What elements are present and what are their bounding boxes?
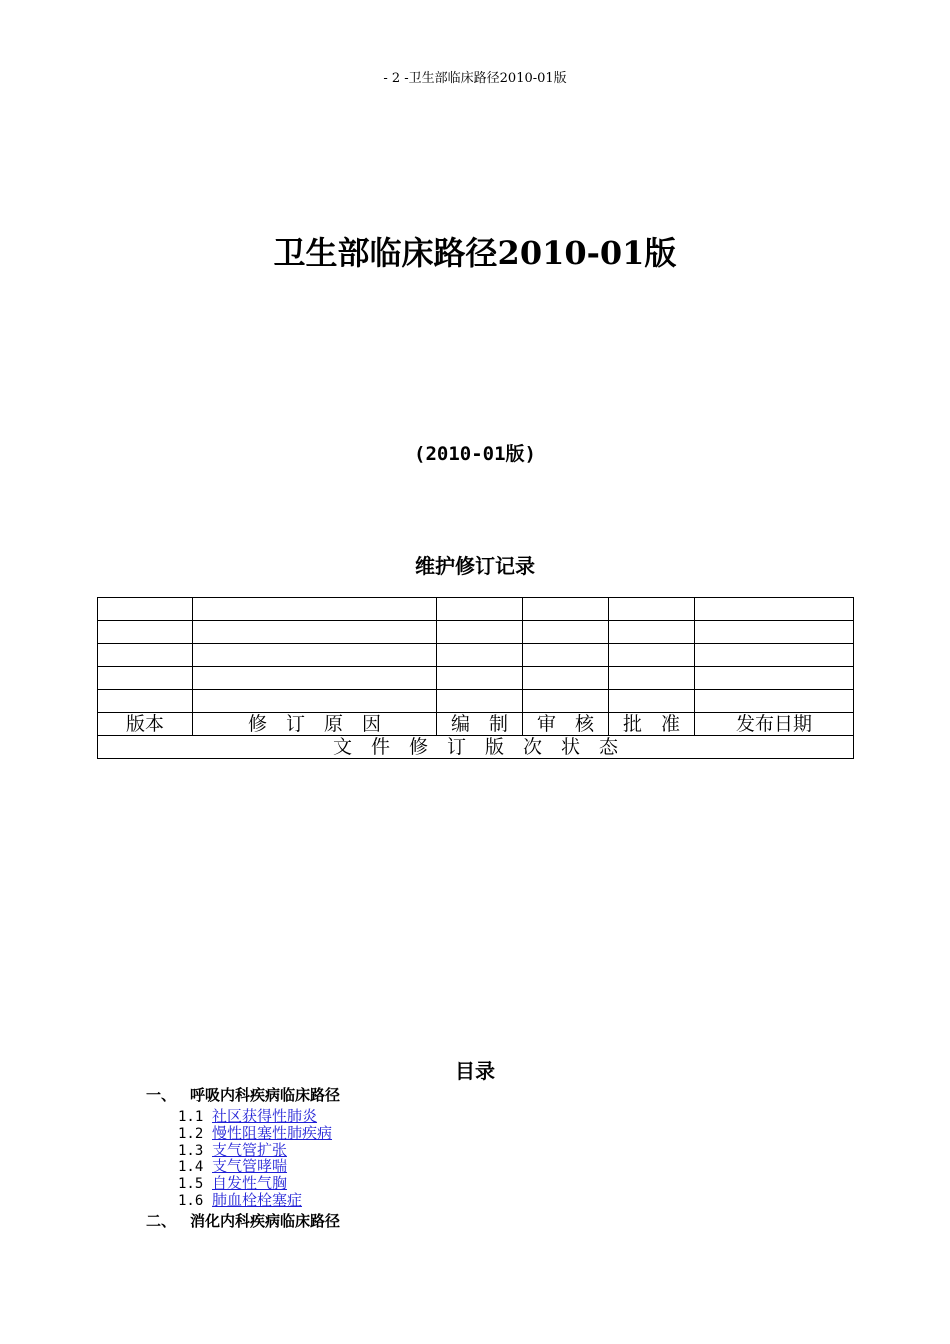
toc-item-number: 1.6 xyxy=(178,1192,204,1209)
table-cell xyxy=(609,667,695,690)
toc-section-label: 呼吸内科疾病临床路径 xyxy=(190,1086,341,1104)
toc-item-number: 1.5 xyxy=(178,1176,204,1193)
toc-item-number: 1.1 xyxy=(178,1109,204,1125)
table-cell xyxy=(695,644,854,667)
list-item xyxy=(146,1108,846,1125)
toc-link-bronchiectasis[interactable]: 支气管扩张 xyxy=(212,1140,288,1159)
list-item xyxy=(146,1158,846,1175)
table-cell xyxy=(523,667,609,690)
toc-section-respiratory xyxy=(146,1085,846,1105)
table-cell xyxy=(437,667,523,690)
toc-link-pneumothorax[interactable]: 自发性气胸 xyxy=(212,1174,288,1193)
toc-link-community-pneumonia[interactable]: 社区获得性肺炎 xyxy=(212,1107,318,1125)
header-reviewed: 审 核 xyxy=(523,713,609,736)
revision-status-caption: 文 件 修 订 版 次 状 态 xyxy=(98,736,854,759)
table-cell xyxy=(98,644,193,667)
table-cell xyxy=(523,690,609,713)
toc-item-number: 1.4 xyxy=(178,1159,204,1176)
toc-section-gastroenterology xyxy=(146,1211,846,1231)
table-cell xyxy=(609,598,695,621)
table-cell xyxy=(193,644,437,667)
list-item xyxy=(146,1142,846,1159)
table-cell xyxy=(609,690,695,713)
table-cell xyxy=(437,644,523,667)
toc-title: 目录 xyxy=(455,1059,495,1083)
table-cell xyxy=(437,621,523,644)
toc-item-number: 1.2 xyxy=(178,1125,204,1142)
header-version: 版本 xyxy=(98,713,193,736)
table-cell xyxy=(523,598,609,621)
table-row xyxy=(98,644,854,667)
table-cell xyxy=(98,667,193,690)
toc-link-pulmonary-embolism[interactable]: 肺血栓栓塞症 xyxy=(212,1190,303,1209)
table-row xyxy=(98,621,854,644)
table-row xyxy=(98,690,854,713)
toc-link-asthma[interactable]: 支气管哮喘 xyxy=(212,1157,288,1176)
toc-section-number: 二、 xyxy=(146,1211,177,1230)
document-title: 卫生部临床路径2010-01版 xyxy=(273,234,677,272)
toc-item-number: 1.3 xyxy=(178,1142,204,1159)
table-cell xyxy=(193,621,437,644)
table-of-contents xyxy=(146,1085,846,1231)
table-cell xyxy=(193,690,437,713)
revision-table xyxy=(97,597,854,759)
header-approved: 批 准 xyxy=(609,713,695,736)
table-cell xyxy=(695,598,854,621)
header-release-date: 发布日期 xyxy=(695,713,854,736)
header-prepared: 编 制 xyxy=(437,713,523,736)
table-cell xyxy=(523,621,609,644)
table-cell xyxy=(437,690,523,713)
table-cell xyxy=(609,644,695,667)
table-cell xyxy=(193,667,437,690)
table-row xyxy=(98,667,854,690)
maintenance-title: 维护修订记录 xyxy=(415,554,535,578)
list-item xyxy=(146,1175,846,1192)
toc-link-copd[interactable]: 慢性阻塞性肺疾病 xyxy=(212,1123,333,1142)
table-cell xyxy=(193,598,437,621)
toc-section-number: 一、 xyxy=(146,1086,177,1104)
table-cell xyxy=(523,644,609,667)
table-header-row xyxy=(98,713,854,736)
document-subtitle: (2010-01版) xyxy=(414,443,536,465)
table-cell xyxy=(695,621,854,644)
table-cell xyxy=(437,598,523,621)
table-row xyxy=(98,598,854,621)
table-cell xyxy=(609,621,695,644)
table-cell xyxy=(98,621,193,644)
table-cell xyxy=(695,690,854,713)
table-cell xyxy=(695,667,854,690)
table-cell xyxy=(98,690,193,713)
list-item xyxy=(146,1192,846,1209)
header-revision-reason: 修 订 原 因 xyxy=(193,713,437,736)
table-footer-row xyxy=(98,736,854,759)
table-cell xyxy=(98,598,193,621)
toc-section-label: 消化内科疾病临床路径 xyxy=(190,1211,341,1230)
list-item xyxy=(146,1125,846,1142)
page-header: - 2 -卫生部临床路径2010-01版 xyxy=(383,71,567,86)
